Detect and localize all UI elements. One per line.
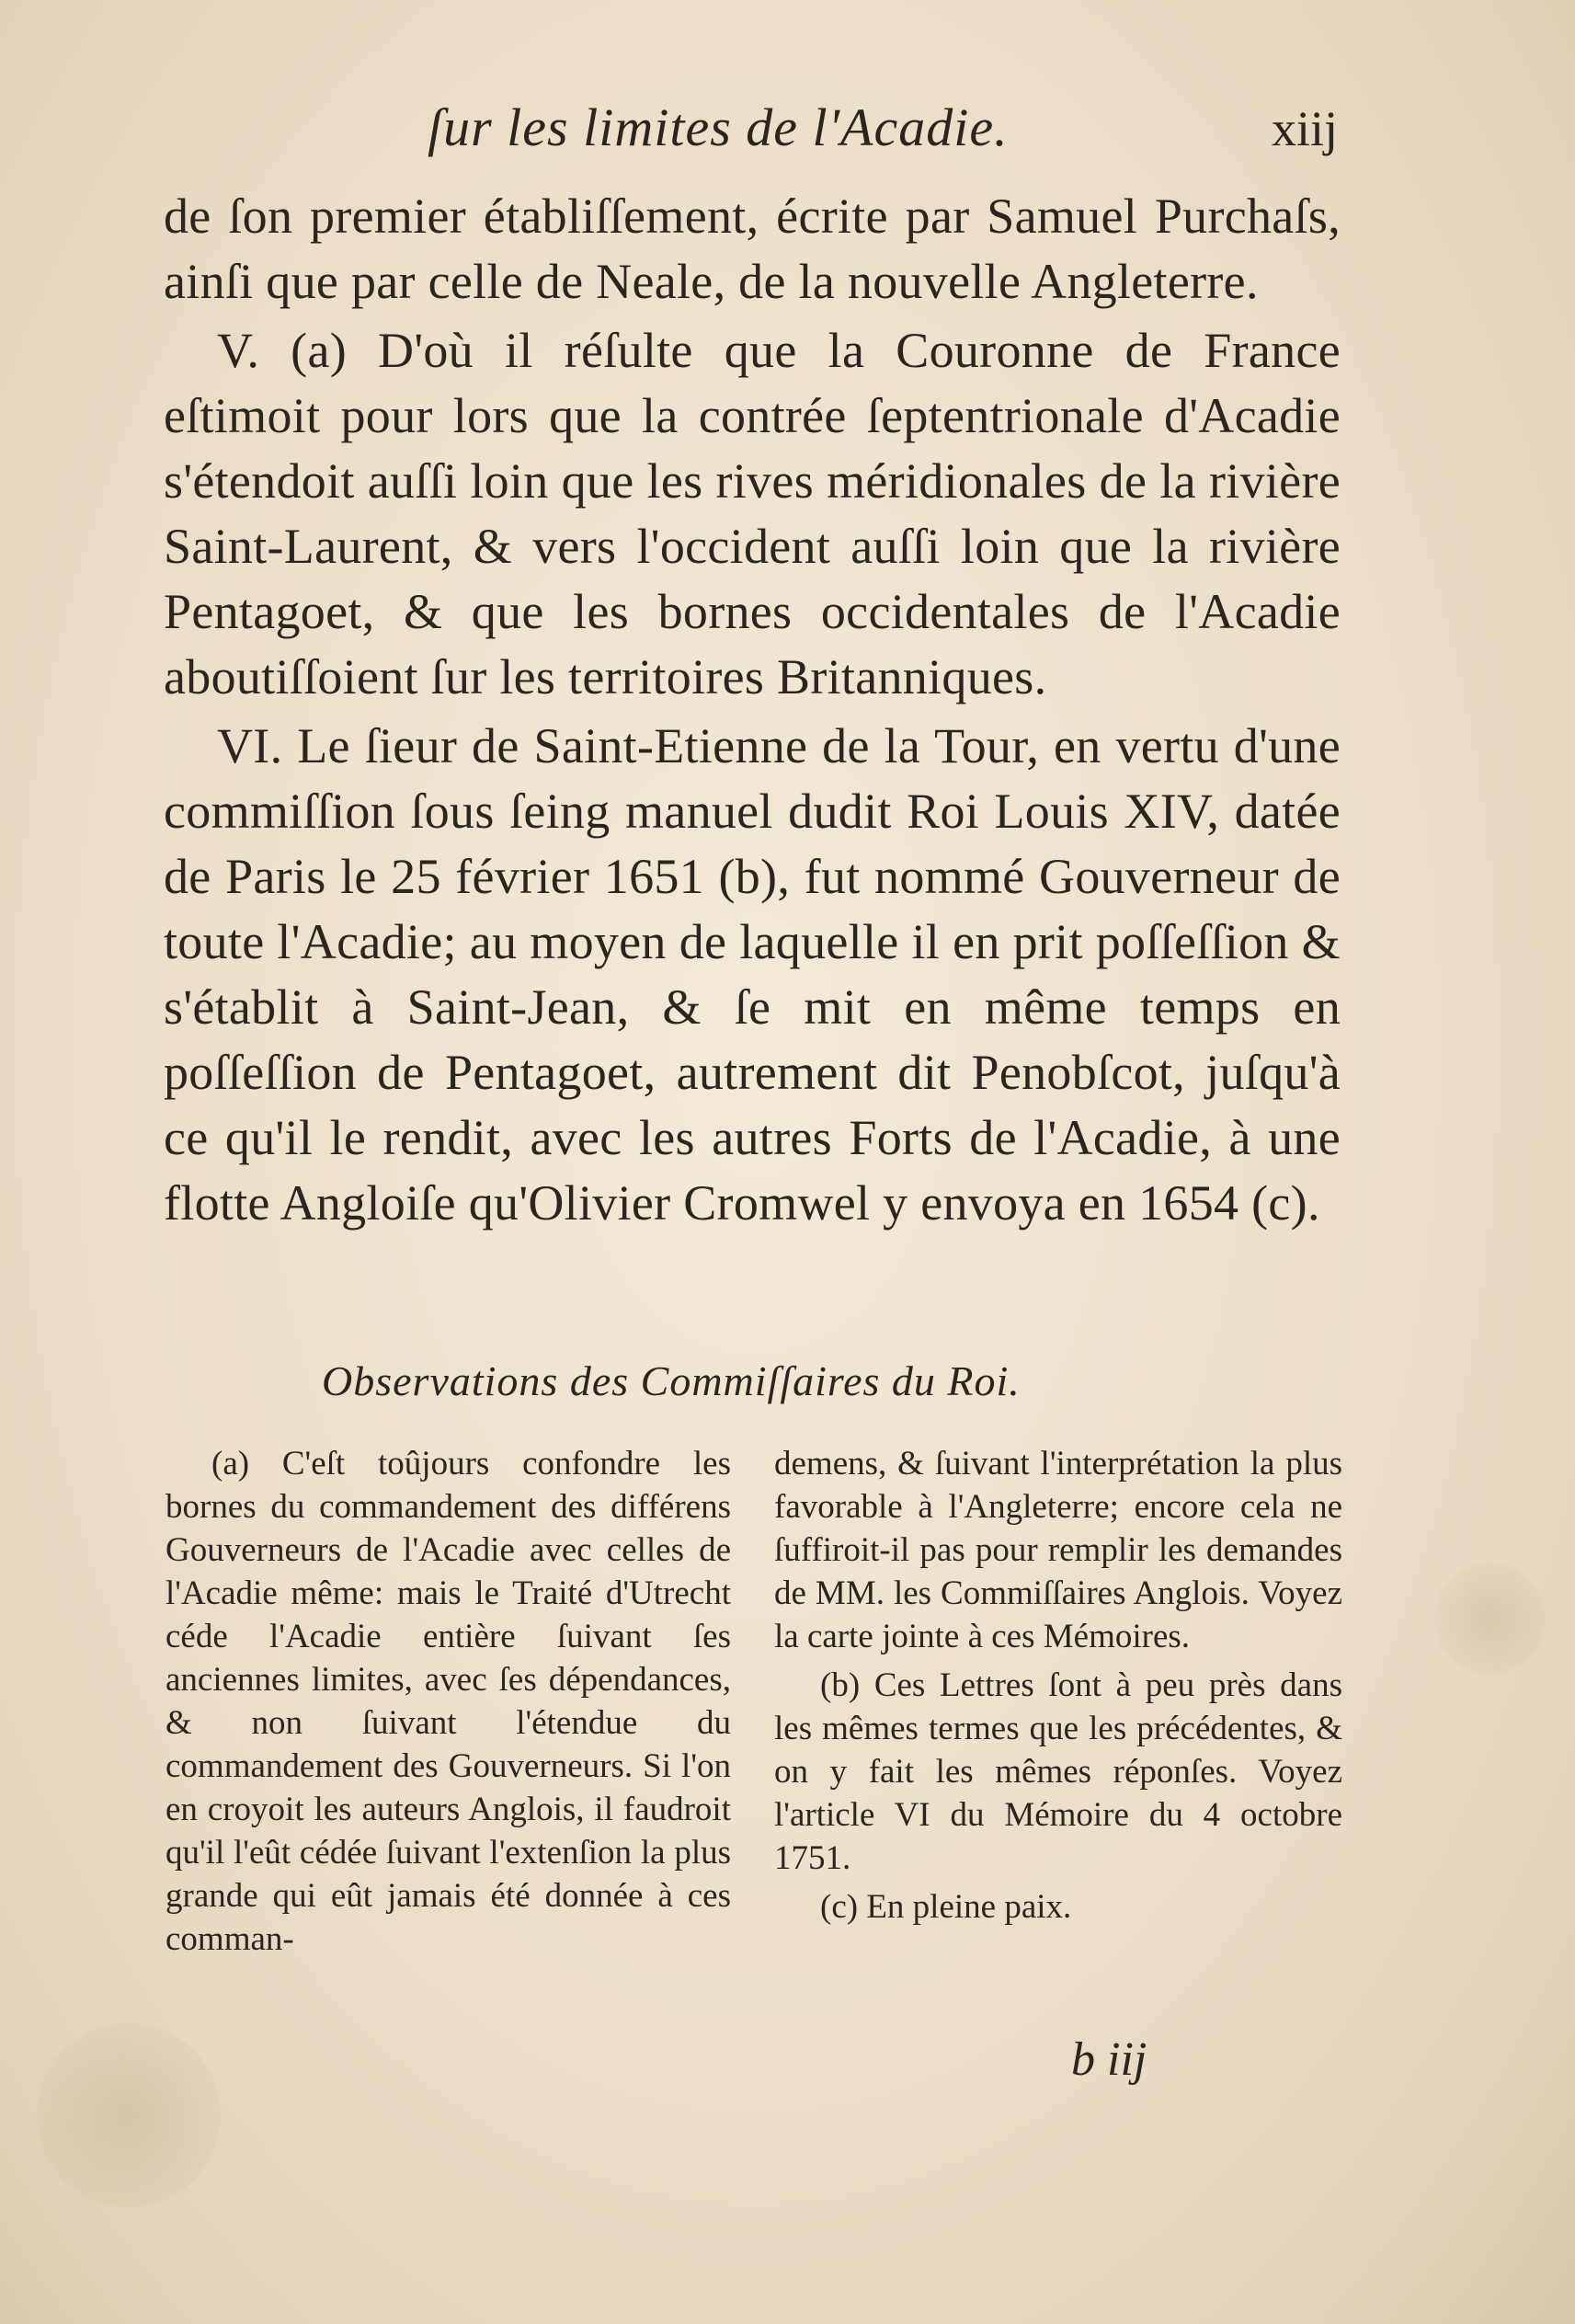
signature-mark: b iij [1071, 2033, 1147, 2086]
running-title: ſur les limites de l'Acadie. [428, 97, 1009, 157]
footnote: (a) C'eſt toûjours confondre les bornes du commandement des différens Gouverneurs de l'Acadie avec celles de l'Acadie même: mais le Traité d'Utrecht céde l'Acadie entière ſuivant ſes anciennes limites, avec ſes dépendances, & non ſuivant l'étendue du commandement des Gouverneurs. Si l'on en croyoit les auteurs Anglois, il faudroit qu'il l'eût cédée ſuivant l'extenſion la plus grande qui eût jamais été donnée à ces comman- [165, 1445, 731, 1958]
paragraph: de ſon premier établiſſement, écrite par Samuel Purchaſs, ainſi que par celle de Neale, de la nouvelle Angleterre. [164, 189, 1341, 309]
page-number: xiij [1271, 101, 1338, 156]
footnote: demens, & ſuivant l'interprétation la plus favorable à l'Angleterre; encore cela ne ſuffiroit-il pas pour remplir les demandes de MM. les Commiſſaires Anglois. Voyez la carte jointe à ces Mémoires. [774, 1445, 1342, 1655]
footnote: (b) Ces Lettres ſont à peu près dans les mêmes termes que les précédentes, & on y fait les mêmes réponſes. Voyez l'article VI du Mémoire du 4 octobre 1751. [774, 1666, 1342, 1877]
paper-stain [1434, 1563, 1545, 1674]
paragraph: VI. Le ſieur de Saint-Etienne de la Tour, en vertu d'une commiſſion ſous ſeing manuel dudit Roi Louis XIV, datée de Paris le 25 février 1651 (b), fut nommé Gouverneur de toute l'Acadie; au moyen de laquelle il en prit poſſeſſion & s'établit à Saint-Jean, & ſe mit en même temps en poſſeſſion de Pentagoet, autrement dit Penobſcot, juſqu'à ce qu'il le rendit, avec les autres Forts de l'Acadie, à une flotte Angloiſe qu'Olivier Cromwel y envoya en 1654 (c). [164, 718, 1341, 1231]
observations-heading: Observations des Commiſſaires du Roi. [322, 1357, 1021, 1404]
main-text [164, 184, 1341, 1240]
page-header [165, 97, 1338, 179]
footnote-column-left [165, 1442, 731, 1966]
footnote: (c) En pleine paix. [820, 1888, 1072, 1926]
footnotes [165, 1442, 1342, 1966]
paragraph: V. (a) D'où il réſulte que la Couronne de France eſtimoit pour lors que la contrée ſeptentrionale d'Acadie s'étendoit auſſi loin que les rives méridionales de la rivière Saint-Laurent, & vers l'occident auſſi loin que la rivière Pentagoet, & que les bornes occidentales de l'Acadie aboutiſſoient ſur les territoires Britanniques. [164, 323, 1341, 704]
paper-stain [37, 2023, 221, 2207]
footnote-column-right [774, 1442, 1342, 1966]
